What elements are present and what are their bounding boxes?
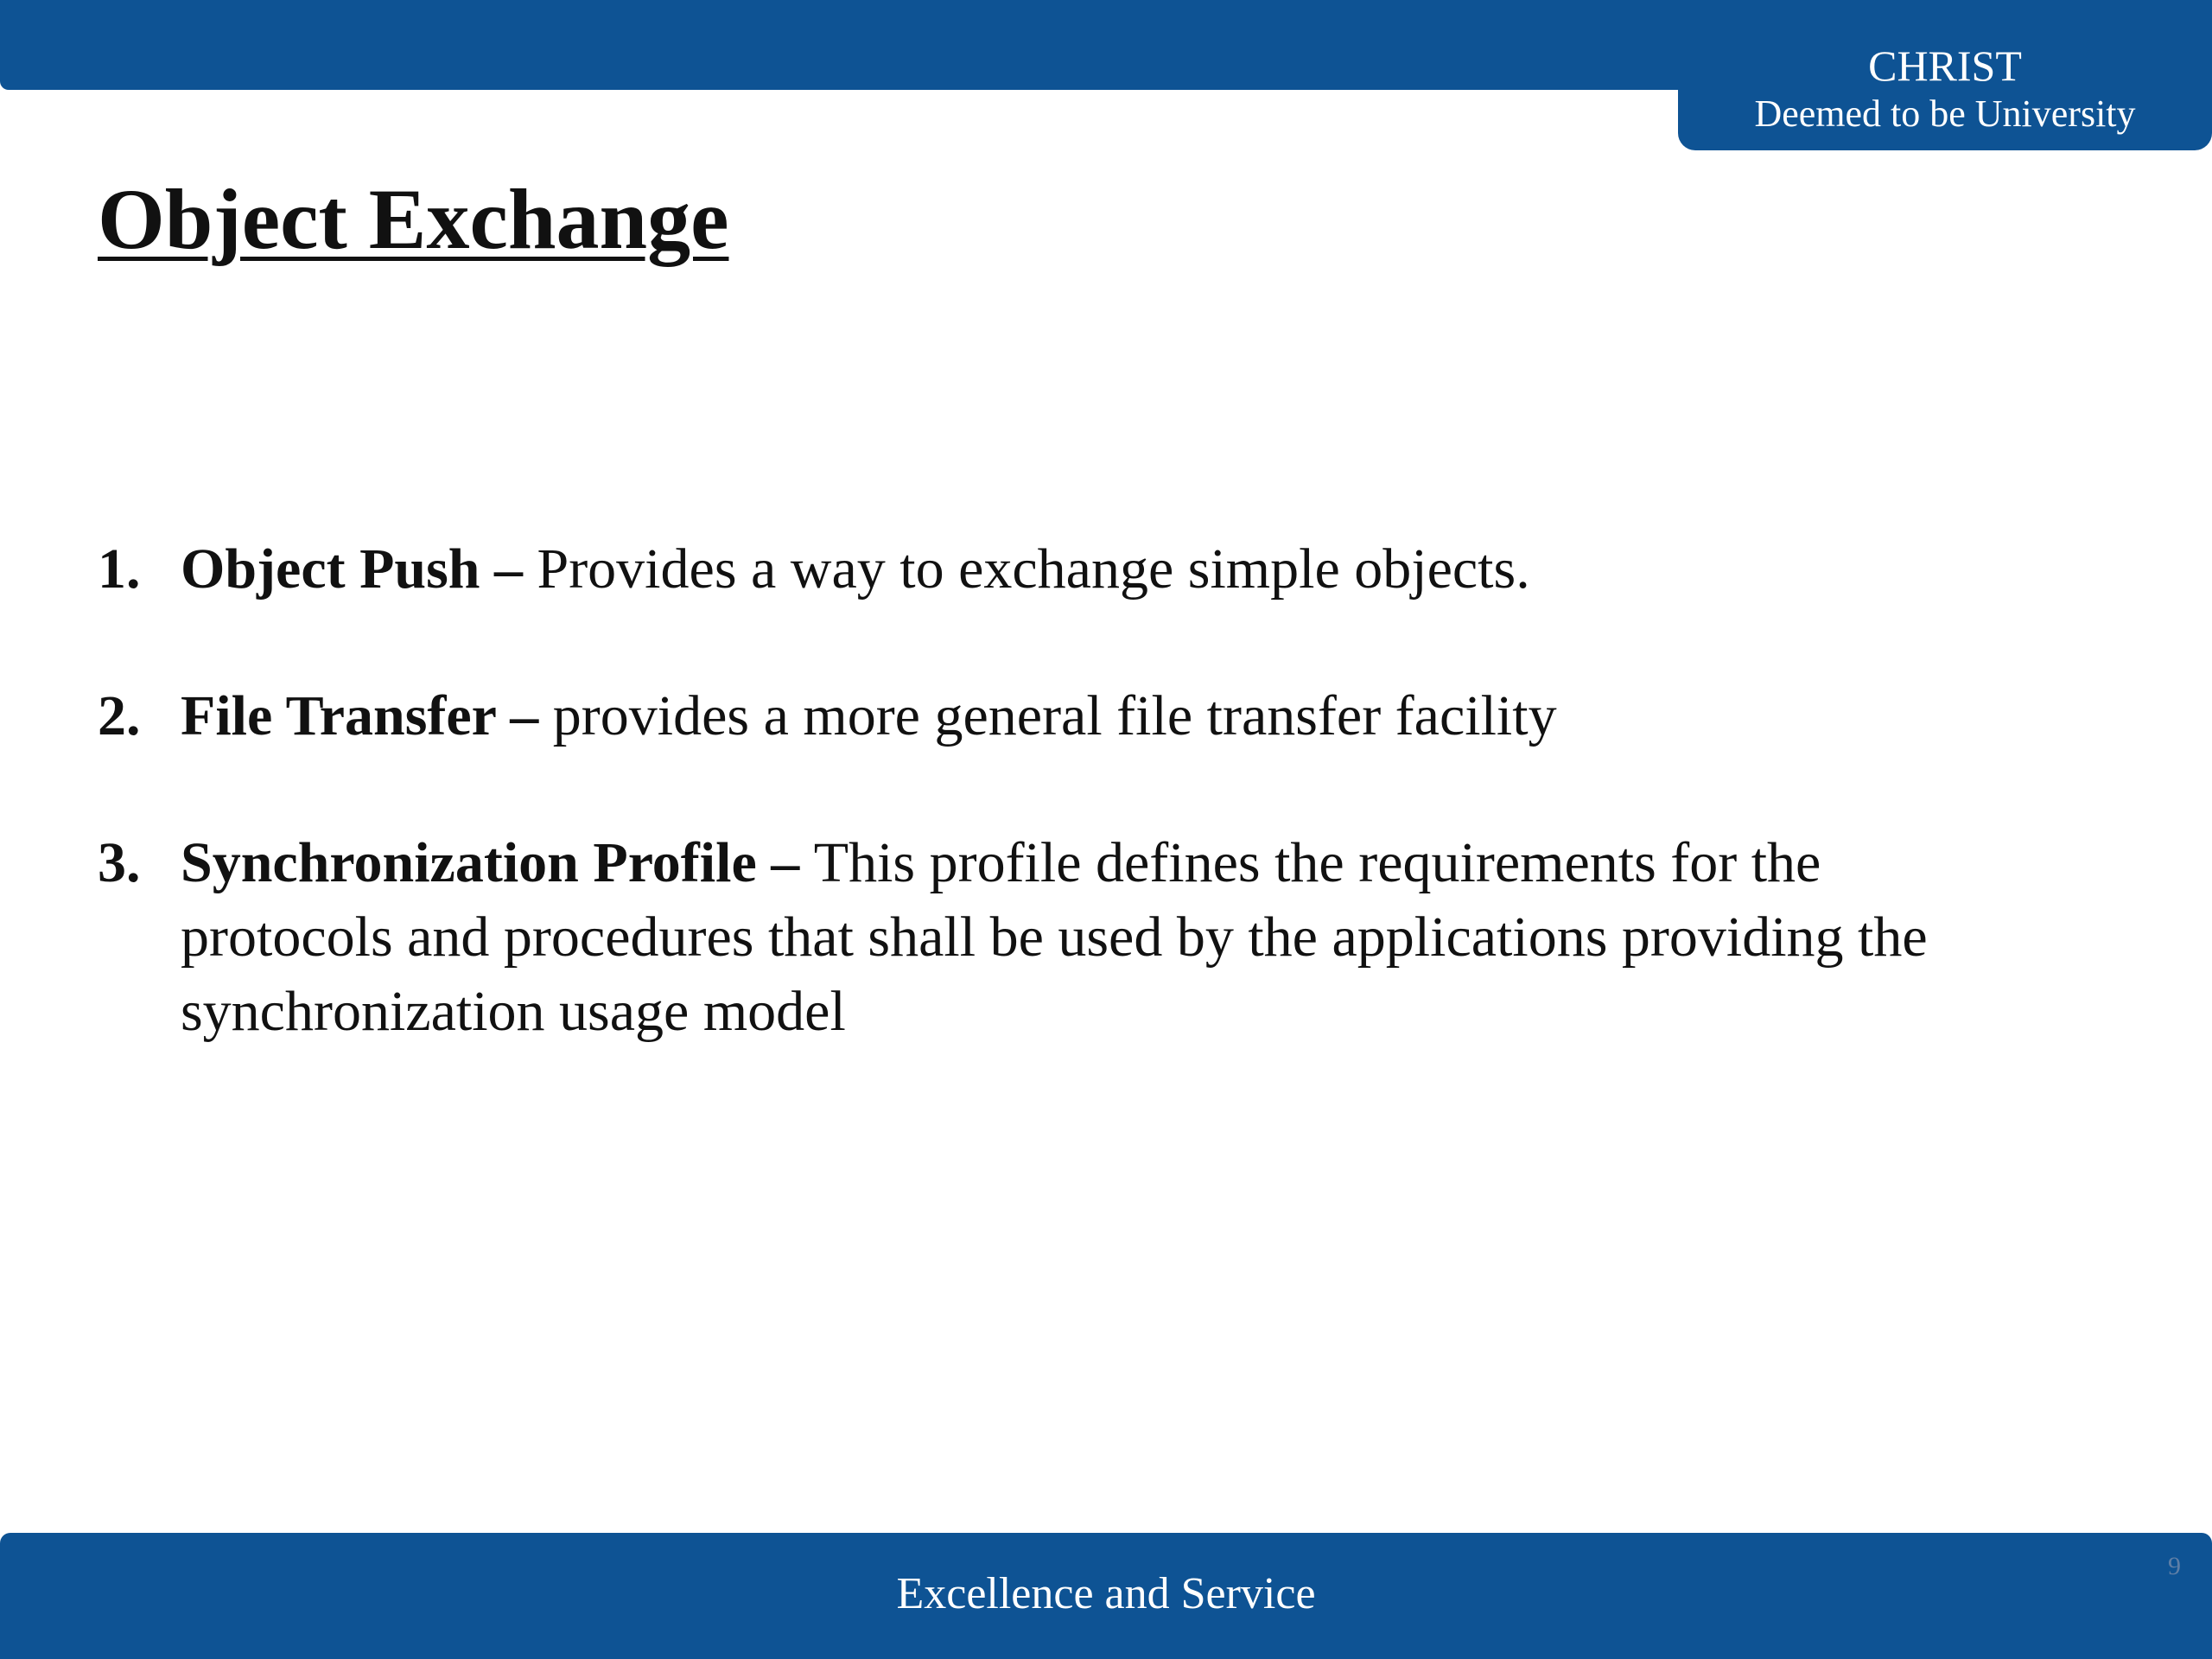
item-term: Synchronization Profile xyxy=(181,831,757,894)
item-number: 2. xyxy=(98,684,141,747)
item-description: Provides a way to exchange simple objects. xyxy=(537,537,1530,601)
footer-bar xyxy=(0,1533,2212,1659)
item-separator: – xyxy=(756,831,814,894)
slide-title: Object Exchange xyxy=(98,171,729,267)
item-number: 3. xyxy=(98,831,141,894)
content-list xyxy=(98,532,1964,1122)
list-item-file-transfer xyxy=(98,679,1964,753)
brand-block xyxy=(1678,0,2212,150)
item-number: 1. xyxy=(98,537,141,601)
item-description: provides a more general file transfer facility xyxy=(552,684,1557,747)
item-separator: – xyxy=(480,537,537,601)
item-term: Object Push xyxy=(181,537,480,601)
footer-motto: Excellence and Service xyxy=(896,1569,1316,1618)
list-item-synchronization-profile xyxy=(98,826,1964,1049)
page-number: 9 xyxy=(2168,1552,2181,1580)
list-item-object-push xyxy=(98,532,1964,607)
item-separator: – xyxy=(495,684,553,747)
brand-subtitle: Deemed to be University xyxy=(1754,92,2136,135)
item-description: This profile defines the requirements for the protocols and procedures that shall be used by the applications providing the synchronization usage model xyxy=(181,831,1928,1043)
item-term: File Transfer xyxy=(181,684,496,747)
brand-name: CHRIST xyxy=(1868,41,2022,90)
